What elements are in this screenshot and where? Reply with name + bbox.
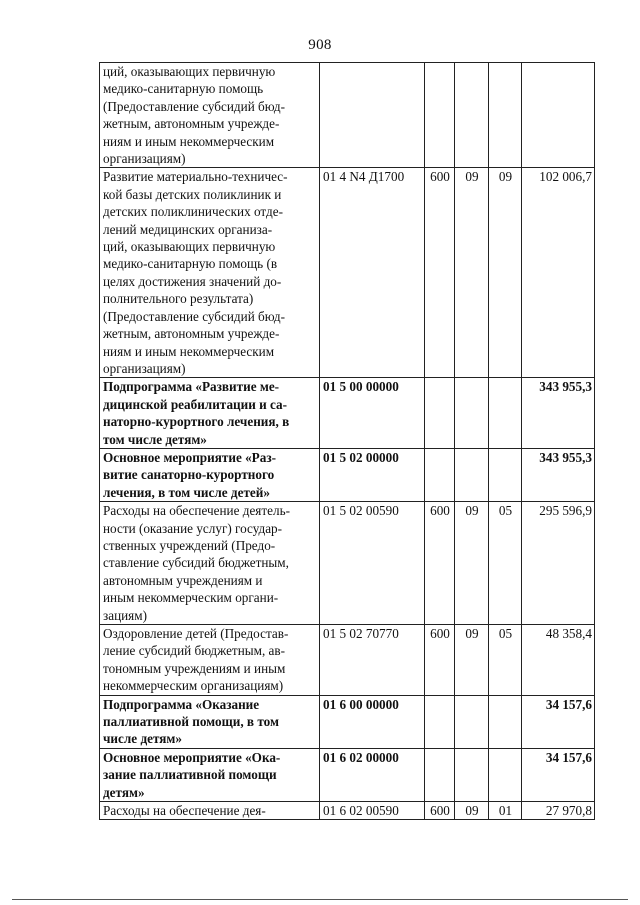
row-expense-type-cell: [425, 378, 455, 449]
row-code-cell: 01 4 N4 Д1700: [320, 168, 425, 378]
row-name-line: ций, оказывающих первичную: [103, 239, 276, 255]
row-name-line: детям»: [103, 784, 145, 800]
row-code-cell: 01 5 02 00000: [320, 448, 425, 501]
table-row: [100, 802, 595, 820]
row-name-line: (Предоставление субсидий бюд-: [103, 98, 286, 114]
row-name-cell: [100, 695, 320, 748]
row-name-line: ственных учреждений (Предо-: [103, 537, 276, 553]
row-section-cell: 09: [455, 625, 489, 696]
row-name-line: иным некоммерческим органи-: [103, 590, 279, 606]
row-name-cell: [100, 748, 320, 801]
row-name-cell: [100, 63, 320, 168]
row-subsection-cell: 09: [489, 168, 522, 378]
row-code-cell: 01 6 00 00000: [320, 695, 425, 748]
row-name-line: (Предоставление субсидий бюд-: [103, 308, 286, 324]
row-expense-type-cell: 600: [425, 502, 455, 625]
row-name-cell: [100, 502, 320, 625]
row-subsection-cell: 01: [489, 802, 522, 820]
row-expense-type-cell: [425, 695, 455, 748]
row-name-cell: [100, 448, 320, 501]
row-amount-cell: 34 157,6: [522, 695, 595, 748]
row-section-cell: 09: [455, 802, 489, 820]
row-name-line: автономным учреждениям и: [103, 572, 263, 588]
row-amount-cell: 27 970,8: [522, 802, 595, 820]
row-name-line: ниям и иным некоммерческим: [103, 343, 275, 359]
budget-table: [99, 62, 595, 820]
row-subsection-cell: [489, 63, 522, 168]
page-bottom-rule: [12, 899, 628, 900]
row-expense-type-cell: [425, 448, 455, 501]
row-code-cell: 01 5 02 70770: [320, 625, 425, 696]
table-row: [100, 695, 595, 748]
row-section-cell: [455, 378, 489, 449]
row-name-line: медико-санитарную помощь (в: [103, 256, 278, 272]
row-name-line: Основное мероприятие «Раз-: [103, 449, 277, 465]
row-name-line: тономным учреждениям и иным: [103, 660, 286, 676]
row-name-line: Развитие материально-техничес-: [103, 169, 288, 185]
row-name-line: ниям и иным некоммерческим: [103, 133, 275, 149]
row-expense-type-cell: [425, 748, 455, 801]
row-subsection-cell: 05: [489, 625, 522, 696]
table-row: [100, 748, 595, 801]
row-name-line: ставление субсидий бюджетным,: [103, 555, 289, 571]
row-name-line: медико-санитарную помощь: [103, 81, 264, 97]
row-expense-type-cell: [425, 63, 455, 168]
row-name-cell: [100, 378, 320, 449]
table-row: [100, 168, 595, 378]
row-name-line: ности (оказание услуг) государ-: [103, 520, 283, 536]
table-row: [100, 502, 595, 625]
row-name-line: жетным, автономным учрежде-: [103, 116, 280, 132]
row-name-line: Основное мероприятие «Ока-: [103, 749, 281, 765]
budget-table-body: [100, 63, 595, 820]
row-section-cell: [455, 448, 489, 501]
row-subsection-cell: [489, 748, 522, 801]
row-name-line: Подпрограмма «Оказание: [103, 696, 260, 712]
row-section-cell: [455, 63, 489, 168]
row-name-line: том числе детям»: [103, 431, 207, 447]
row-section-cell: 09: [455, 168, 489, 378]
row-expense-type-cell: 600: [425, 168, 455, 378]
row-name-cell: [100, 625, 320, 696]
table-row: [100, 448, 595, 501]
row-name-line: наторно-курортного лечения, в: [103, 414, 290, 430]
row-name-line: кой базы детских поликлиник и: [103, 186, 282, 202]
row-subsection-cell: [489, 448, 522, 501]
row-name-line: Подпрограмма «Развитие ме-: [103, 379, 280, 395]
table-row: [100, 378, 595, 449]
row-subsection-cell: [489, 695, 522, 748]
row-name-line: организациям): [103, 360, 186, 376]
row-name-line: лений медицинских организа-: [103, 221, 273, 237]
table-row: [100, 63, 595, 168]
row-name-line: ций, оказывающих первичную: [103, 64, 276, 79]
row-name-line: Оздоровление детей (Предостав-: [103, 626, 289, 641]
row-name-line: зание паллиативной помощи: [103, 767, 277, 783]
row-subsection-cell: 05: [489, 502, 522, 625]
row-name-line: витие санаторно-курортного: [103, 467, 275, 483]
row-name-line: зациям): [103, 607, 147, 623]
row-code-cell: 01 6 02 00000: [320, 748, 425, 801]
row-section-cell: 09: [455, 502, 489, 625]
row-subsection-cell: [489, 378, 522, 449]
row-name-line: полнительного результата): [103, 291, 254, 307]
row-name-line: лечения, в том числе детей»: [103, 484, 270, 500]
page-number: 908: [308, 37, 332, 53]
row-name-line: Расходы на обеспечение деятель-: [103, 503, 290, 519]
row-amount-cell: 343 955,3: [522, 448, 595, 501]
row-name-line: некоммерческим организациям): [103, 678, 284, 694]
row-amount-cell: 295 596,9: [522, 502, 595, 625]
row-name-line: организациям): [103, 151, 186, 167]
table-row: [100, 625, 595, 696]
row-expense-type-cell: 600: [425, 625, 455, 696]
row-amount-cell: 34 157,6: [522, 748, 595, 801]
row-name-cell: [100, 802, 320, 820]
row-name-line: ление субсидий бюджетным, ав-: [103, 643, 286, 659]
row-code-cell: 01 5 02 00590: [320, 502, 425, 625]
row-code-cell: 01 5 00 00000: [320, 378, 425, 449]
row-amount-cell: 48 358,4: [522, 625, 595, 696]
row-amount-cell: [522, 63, 595, 168]
row-name-line: детских поликлинических отде-: [103, 204, 283, 220]
row-section-cell: [455, 748, 489, 801]
row-name-line: Расходы на обеспечение дея-: [103, 803, 266, 819]
row-section-cell: [455, 695, 489, 748]
row-amount-cell: 102 006,7: [522, 168, 595, 378]
row-name-line: дицинской реабилитации и са-: [103, 396, 288, 412]
row-name-line: числе детям»: [103, 731, 182, 747]
row-name-line: паллиативной помощи, в том: [103, 714, 279, 730]
row-name-cell: [100, 168, 320, 378]
row-amount-cell: 343 955,3: [522, 378, 595, 449]
row-expense-type-cell: 600: [425, 802, 455, 820]
row-name-line: жетным, автономным учрежде-: [103, 326, 280, 342]
row-code-cell: 01 6 02 00590: [320, 802, 425, 820]
row-code-cell: [320, 63, 425, 168]
row-name-line: целях достижения значений до-: [103, 273, 282, 289]
